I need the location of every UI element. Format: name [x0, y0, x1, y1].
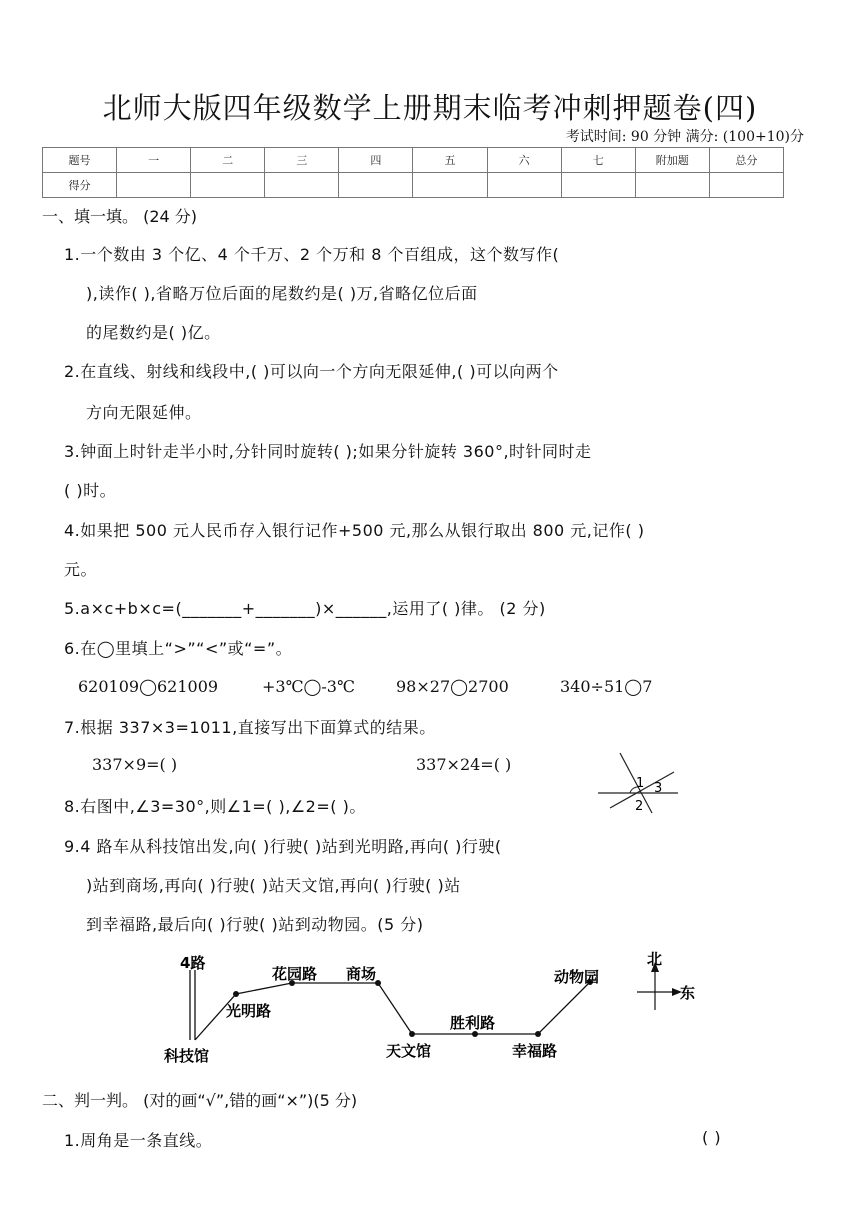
angle-label-2: 2	[635, 799, 644, 814]
compare-item-2: +3℃◯-3℃	[262, 677, 355, 696]
exam-info: 考试时间: 90 分钟 满分: (100+10)分	[565, 129, 804, 145]
question-2-line-1: 2.在直线、射线和线段中,( )可以向一个方向无限延伸,( )可以向两个	[64, 362, 559, 381]
bus-number-label: 4路	[180, 954, 206, 972]
angle-label-1: 1	[636, 776, 645, 791]
page-title: 北师大版四年级数学上册期末临考冲刺押题卷(四)	[102, 91, 758, 125]
question-8-line-1: 8.右图中,∠3=30°,则∠1=( ),∠2=( )。	[64, 797, 366, 816]
angle-figure	[592, 750, 684, 814]
station-label: 光明路	[226, 1002, 272, 1020]
question-1-line-2: ),读作( ),省略万位后面的尾数约是( )万,省略亿位后面	[86, 284, 478, 303]
question-3-line-1: 3.钟面上时针走半小时,分针同时旋转( );如果分针旋转 360°,时针同时走	[64, 442, 592, 461]
header-cell: 二	[191, 148, 265, 173]
score-cell[interactable]	[191, 173, 265, 198]
station-label: 胜利路	[450, 1014, 496, 1032]
question-7-part-a: 337×9=( )	[92, 755, 178, 774]
station-label: 花园路	[272, 965, 318, 983]
score-cell[interactable]	[339, 173, 413, 198]
header-cell: 四	[339, 148, 413, 173]
header-cell: 三	[265, 148, 339, 173]
header-cell: 题号	[43, 148, 117, 173]
question-9-line-1: 9.4 路车从科技馆出发,向( )行驶( )站到光明路,再向( )行驶(	[64, 837, 502, 856]
north-label: 北	[647, 950, 663, 968]
section-2-heading: 二、判一判。 (对的画“√”,错的画“×”)(5 分)	[42, 1091, 358, 1110]
header-cell: 五	[413, 148, 487, 173]
compare-item-3: 98×27◯2700	[396, 677, 509, 696]
header-cell: 附加题	[635, 148, 709, 173]
station-dot	[535, 1031, 541, 1037]
score-cell[interactable]	[561, 173, 635, 198]
compare-item-4: 340÷51◯7	[560, 677, 653, 696]
question-7-line-1: 7.根据 337×3=1011,直接写出下面算式的结果。	[64, 718, 436, 737]
header-cell: 七	[561, 148, 635, 173]
score-table-score-row	[43, 173, 784, 198]
score-cell[interactable]	[413, 173, 487, 198]
station-label: 商场	[346, 965, 377, 983]
score-row-label: 得分	[43, 173, 117, 198]
question-1-line-1: 1.一个数由 3 个亿、4 个千万、2 个万和 8 个百组成，这个数写作(	[64, 245, 560, 264]
east-label: 东	[680, 984, 696, 1002]
question-2-line-2: 方向无限延伸。	[86, 403, 202, 422]
station-label: 动物园	[554, 968, 600, 986]
question-4-line-2: 元。	[64, 560, 98, 579]
question-9-line-2: )站到商场,再向( )行驶( )站天文馆,再向( )行驶( )站	[86, 876, 461, 895]
question-3-line-2: ( )时。	[64, 481, 117, 500]
question-6-line-1: 6.在◯里填上“>”“<”或“=”。	[64, 639, 293, 658]
score-cell[interactable]	[117, 173, 191, 198]
header-cell: 总分	[709, 148, 783, 173]
score-cell[interactable]	[635, 173, 709, 198]
question-9-line-3: 到幸福路,最后向( )行驶( )站到动物园。(5 分)	[86, 915, 424, 934]
station-dot	[409, 1031, 415, 1037]
station-label: 天文馆	[386, 1042, 432, 1060]
station-label: 科技馆	[164, 1047, 210, 1065]
score-table	[42, 147, 784, 198]
judge-answer-paren[interactable]: ( )	[702, 1128, 722, 1147]
judge-question-1: 1.周角是一条直线。	[64, 1131, 213, 1150]
score-table-header-row	[43, 148, 784, 173]
header-cell: 一	[117, 148, 191, 173]
station-label: 幸福路	[512, 1042, 558, 1060]
score-cell[interactable]	[487, 173, 561, 198]
compare-item-1: 620109◯621009	[78, 677, 219, 696]
station-dot	[233, 991, 239, 997]
section-1-heading: 一、填一填。 (24 分)	[42, 207, 198, 226]
score-cell[interactable]	[265, 173, 339, 198]
question-4-line-1: 4.如果把 500 元人民币存入银行记作+500 元,那么从银行取出 800 元,记作( )	[64, 521, 645, 540]
question-1-line-3: 的尾数约是( )亿。	[86, 323, 221, 342]
question-5-line-1: 5.a×c+b×c=(_______+_______)×______,运用了( )律。 (2 分)	[64, 599, 546, 618]
header-cell: 六	[487, 148, 561, 173]
score-cell[interactable]	[709, 173, 783, 198]
angle-label-3: 3	[654, 781, 663, 796]
bus-route-map	[150, 948, 710, 1068]
question-7-part-b: 337×24=( )	[416, 755, 512, 774]
